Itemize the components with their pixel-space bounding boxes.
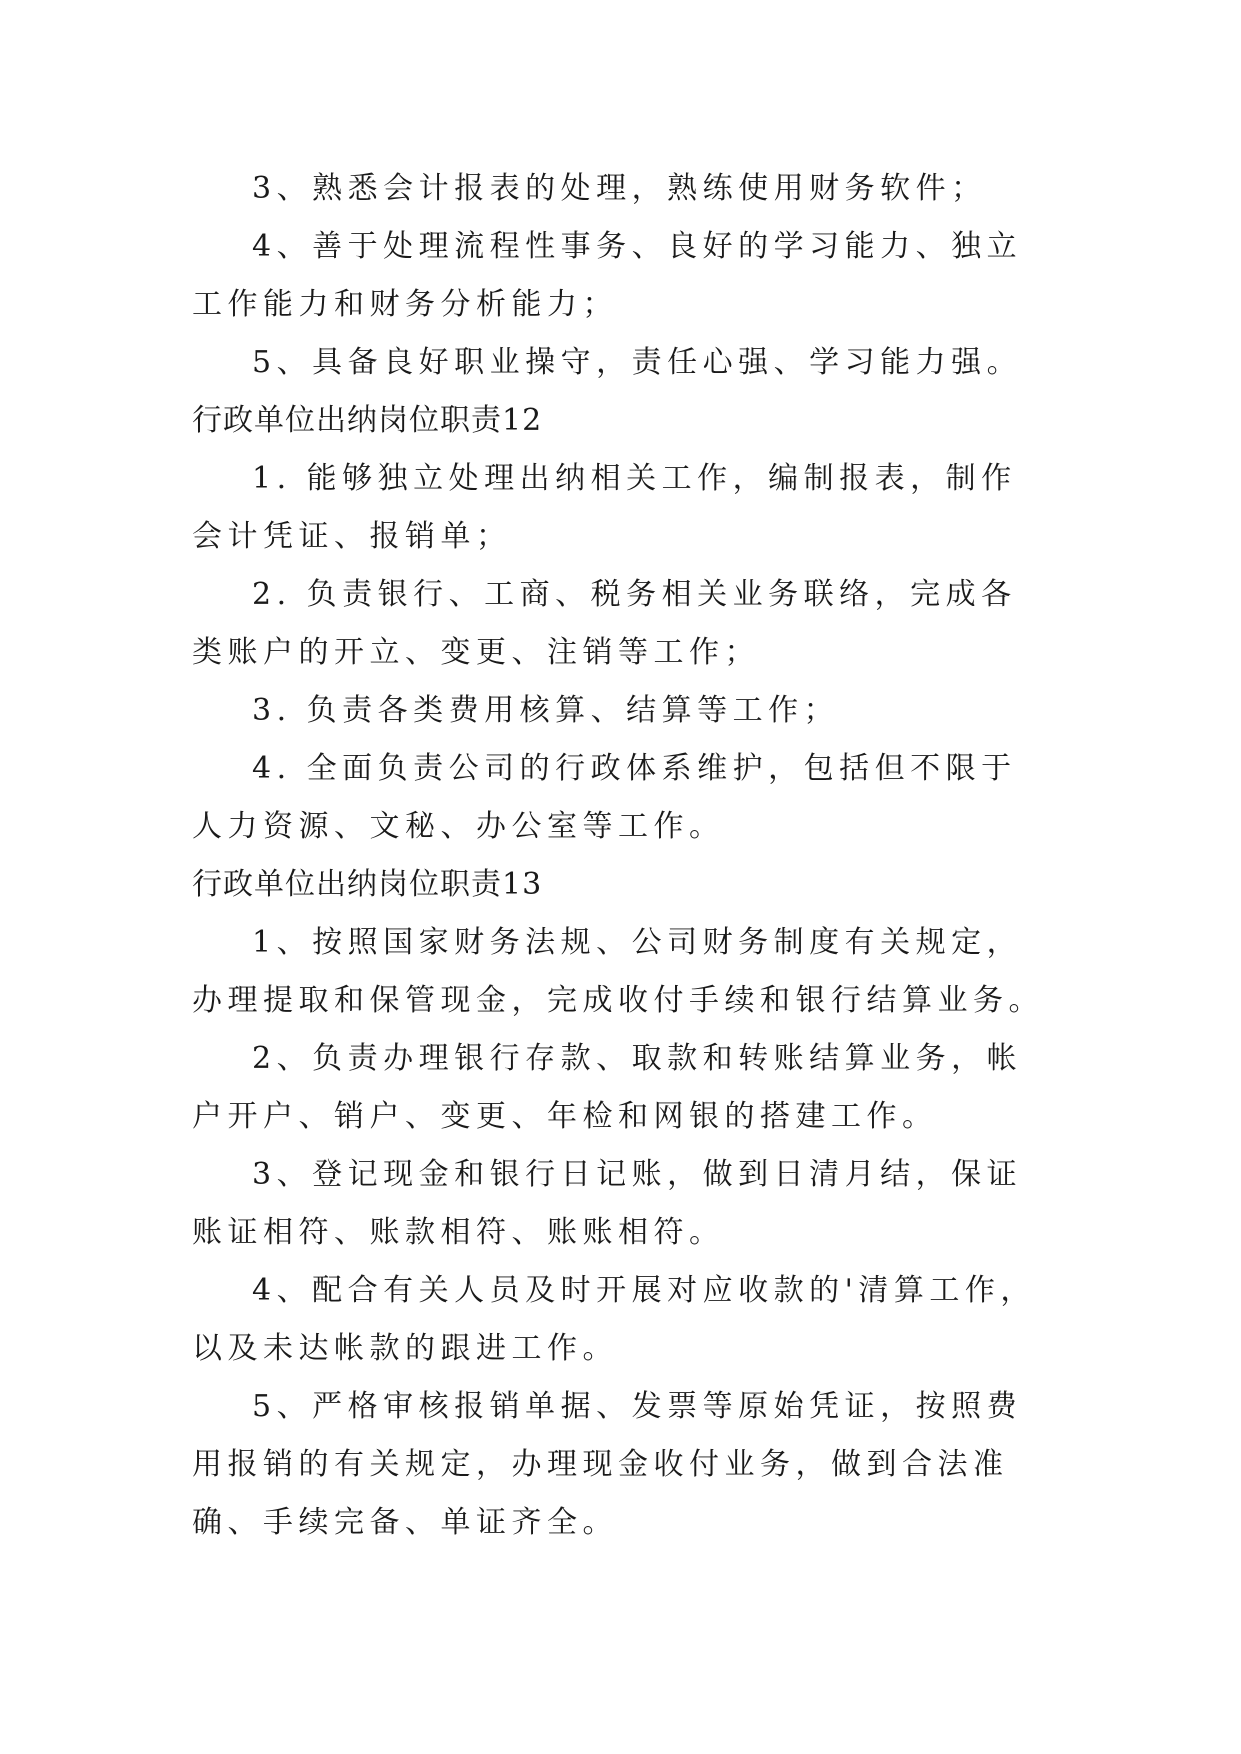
section-heading: 行政单位出纳岗位职责12: [192, 403, 543, 438]
paragraph: 3. 负责各类费用核算、结算等工作；: [252, 693, 840, 728]
document-body: [192, 160, 1052, 1552]
paragraph: 1. 能够独立处理出纳相关工作，编制报表，制作会计凭证、报销单；: [192, 461, 1017, 554]
section-heading: 行政单位出纳岗位职责13: [192, 867, 543, 902]
paragraph: 1、按照国家财务法规、公司财务制度有关规定，办理提取和保管现金，完成收付手续和银行结算业务。: [192, 925, 1044, 1018]
paragraph: 4、善于处理流程性事务、良好的学习能力、独立工作能力和财务分析能力；: [192, 229, 1023, 322]
paragraph: 5、具备良好职业操守，责任心强、学习能力强。: [252, 345, 1023, 380]
paragraph: 2、负责办理银行存款、取款和转账结算业务，帐户开户、销户、变更、年检和网银的搭建工作。: [192, 1041, 1023, 1134]
paragraph: 3、熟悉会计报表的处理，熟练使用财务软件；: [252, 171, 987, 206]
paragraph: 5、严格审核报销单据、发票等原始凭证，按照费用报销的有关规定，办理现金收付业务，做到合法准确、手续完备、单证齐全。: [192, 1389, 1023, 1540]
paragraph: 4、配合有关人员及时开展对应收款的'清算工作，以及未达帐款的跟进工作。: [192, 1273, 1036, 1366]
paragraph: 4. 全面负责公司的行政体系维护，包括但不限于人力资源、文秘、办公室等工作。: [192, 751, 1017, 844]
paragraph: 3、登记现金和银行日记账，做到日清月结，保证账证相符、账款相符、账账相符。: [192, 1157, 1023, 1250]
paragraph: 2. 负责银行、工商、税务相关业务联络，完成各类账户的开立、变更、注销等工作；: [192, 577, 1017, 670]
